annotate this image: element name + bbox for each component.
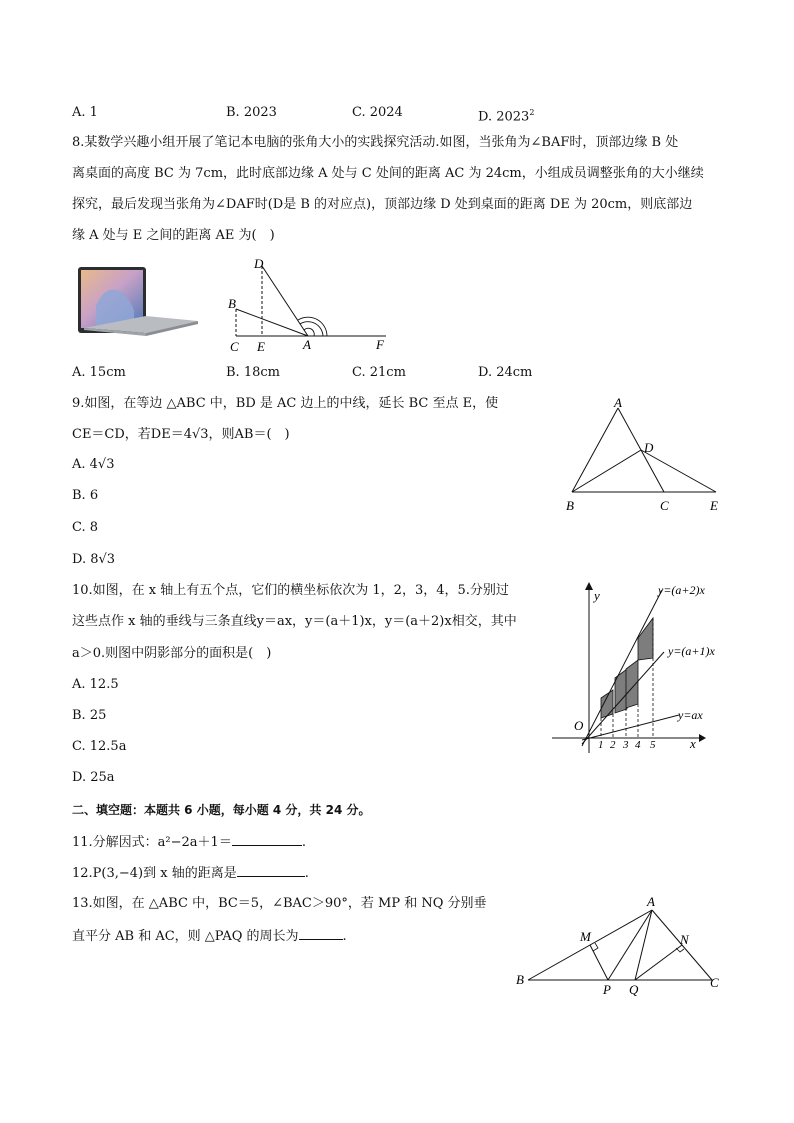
- q8-line-3: 探究，最后发现当张角为∠DAF时(D是 B 的对应点)，顶部边缘 D 处到桌面的距离 DE 为 20cm，则底部边: [72, 197, 693, 212]
- q8-figure: [224, 254, 394, 354]
- section-2-title: 二、填空题：本题共 6 小题，每小题 4 分，共 24 分。: [72, 803, 371, 817]
- q9-option-c: C. 8: [72, 520, 99, 535]
- q13-line-2-text: 直平分 AB 和 AC，则 △PAQ 的周长为: [72, 929, 299, 944]
- q8-label-b: B: [228, 296, 236, 311]
- q7-option-d-exponent: 2: [529, 108, 535, 117]
- q8-option-c: C. 21cm: [352, 365, 406, 380]
- q10-tick-4: 4: [635, 739, 641, 751]
- q9-label-e: E: [710, 498, 718, 513]
- q9-line-1: 9.如图，在等边 △ABC 中，BD 是 AC 边上的中线，延长 BC 至点 E，使: [72, 396, 499, 411]
- q13-line-2: [72, 927, 347, 945]
- q10-label-x: x: [690, 736, 696, 751]
- q9-label-a: A: [614, 395, 622, 410]
- q11-end: .: [301, 835, 306, 850]
- q8-line-1: 8.某数学兴趣小组开展了笔记本电脑的张角大小的实践探究活动.如图，当张角为∠BAF时，顶部边缘 B 处: [72, 135, 679, 150]
- q9-label-c: C: [660, 498, 669, 513]
- q10-line-3: a＞0.则图中阴影部分的面积是( ): [72, 646, 272, 661]
- q13-label-m: M: [580, 929, 591, 944]
- q13-figure: [512, 892, 726, 996]
- q10-option-a: A. 12.5: [72, 677, 119, 692]
- q10-line-1: 10.如图，在 x 轴上有五个点，它们的横坐标依次为 1，2，3，4，5.分别过: [72, 583, 509, 598]
- q9-line-2: CE＝CD，若DE＝4√3，则AB＝( ): [72, 427, 290, 442]
- q13-label-q: Q: [629, 982, 639, 996]
- q8-label-a: A: [303, 337, 311, 352]
- q8-option-d: D. 24cm: [478, 365, 533, 380]
- q12: [72, 864, 309, 882]
- q11: [72, 833, 306, 851]
- q10-graph: [544, 578, 730, 756]
- q10-label-line-low: y=ax: [678, 708, 703, 722]
- q10-tick-1: 1: [598, 739, 604, 751]
- q10-tick-3: 3: [623, 739, 629, 751]
- q13-label-n: N: [680, 932, 689, 947]
- q10-line-2: 这些点作 x 轴的垂线与三条直线y＝ax，y＝(a＋1)x，y＝(a＋2)x相交，其中: [72, 614, 517, 629]
- q9-option-a: A. 4√3: [72, 457, 115, 472]
- q12-answer-blank[interactable]: [237, 864, 305, 877]
- q10-tick-5: 5: [650, 739, 656, 751]
- q10-label-line-top: y=(a+2)x: [658, 583, 705, 597]
- q10-option-d: D. 25a: [72, 770, 115, 785]
- q10-option-b: B. 25: [72, 708, 107, 723]
- q8-label-d: D: [254, 256, 264, 271]
- q8-label-c: C: [230, 339, 239, 354]
- q7-option-d: [478, 105, 534, 125]
- q8-option-a: A. 15cm: [72, 365, 126, 380]
- q11-text: 11.分解因式：a²−2a＋1＝: [72, 835, 232, 850]
- q10-shade-4: [626, 660, 638, 708]
- q13-label-p: P: [603, 982, 611, 996]
- q10-option-c: C. 12.5a: [72, 739, 127, 754]
- q13-label-b: B: [516, 972, 524, 987]
- q9-label-b: B: [566, 498, 574, 513]
- q8-label-f: F: [376, 337, 384, 352]
- q8-line-4: 缘 A 处与 E 之间的距离 AE 为( ): [72, 228, 275, 243]
- q12-text: 12.P(3,−4)到 x 轴的距离是: [72, 866, 237, 881]
- q9-option-b: B. 6: [72, 488, 99, 503]
- q11-answer-blank[interactable]: [232, 833, 302, 846]
- q9-label-d: D: [644, 440, 654, 455]
- q7-option-a: A. 1: [72, 105, 98, 120]
- q7-option-b: B. 2023: [226, 105, 277, 120]
- q8-label-e: E: [257, 339, 265, 354]
- laptop-image: [76, 266, 200, 340]
- q13-label-a: A: [647, 894, 655, 909]
- q10-label-origin: O: [574, 718, 584, 733]
- q10-shade-1-2: [601, 690, 613, 718]
- q13-end: .: [342, 929, 347, 944]
- q10-tick-2: 2: [610, 739, 616, 751]
- q13-label-c: C: [710, 975, 719, 990]
- q10-shade-5: [638, 618, 653, 660]
- q13-answer-blank[interactable]: [299, 927, 343, 940]
- q10-label-y: y: [594, 588, 600, 603]
- q8-line-2: 离桌面的高度 BC 为 7cm，此时底部边缘 A 处与 C 处间的距离 AC 为 24cm，小组成员调整张角的大小继续: [72, 166, 704, 181]
- q7-option-c: C. 2024: [352, 105, 403, 120]
- q10-label-line-mid: y=(a+1)x: [668, 644, 715, 658]
- q8-option-b: B. 18cm: [226, 365, 280, 380]
- q13-line-1: 13.如图，在 △ABC 中，BC＝5，∠BAC＞90°，若 MP 和 NQ 分别垂: [72, 896, 487, 911]
- q7-option-d-base: D. 2023: [478, 109, 530, 125]
- q9-figure: [560, 394, 730, 518]
- q10-shade-3: [615, 669, 627, 713]
- q9-option-d: D. 8√3: [72, 552, 116, 567]
- q12-end: .: [304, 866, 309, 881]
